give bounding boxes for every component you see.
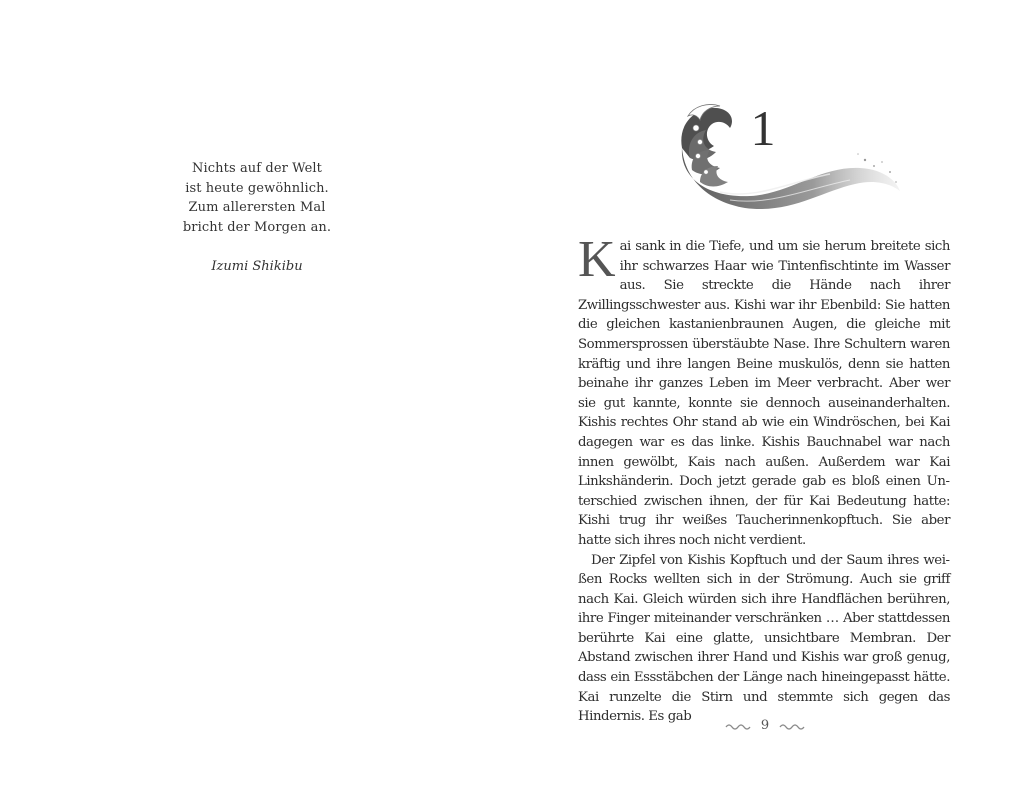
right-page bbox=[510, 0, 1020, 794]
wave-flourish-icon bbox=[779, 722, 805, 730]
wave-flourish-icon bbox=[725, 722, 751, 730]
drop-cap: K bbox=[578, 231, 616, 288]
epigraph bbox=[157, 159, 357, 237]
epigraph-line: ist heute gewöhnlich. bbox=[185, 180, 329, 196]
page-number: 9 bbox=[760, 718, 770, 733]
paragraph-text: ai sank in die Tiefe, und um sie herum breitete sich ihr schwarzes Haar wie Tintenfischtinte im Wasser aus. Sie streckte die Hände nach ihrer Zwillingsschwester aus. Kishi war ihr Ebenbild: Sie hatten die gleichen kastanienbraunen Augen, die gleiche mit Sommersprossen überstäubte Nase. Ihre Schultern waren kräftig und ihre langen Beine muskulös, denn sie hatten beinahe ihr ganzes Leben im Meer verbracht. Aber wer sie gut kannte, konnte sie dennoch auseinanderhalten. Kishis rechtes Ohr stand ab wie ein Windröschen, bei Kai dagegen war es das linke. Kishis Bauchnabel war nach innen gewölbt, Kais nach außen. Außerdem war Kai Linkshänderin. Doch jetzt gerade gab es bloß einen Unterschied zwischen ihnen, der für Kai Bedeutung hatte: Kishi trug ihr weißes Taucherinnenkopftuch. Sie aber hatte sich ihres noch nicht verdient. bbox=[578, 239, 950, 548]
paragraph bbox=[578, 231, 950, 551]
chapter-number: 1 bbox=[750, 100, 776, 156]
epigraph-line: Nichts auf der Welt bbox=[192, 161, 322, 176]
chapter-body bbox=[578, 231, 950, 727]
page-footer bbox=[715, 718, 815, 733]
epigraph-line: Zum allerersten Mal bbox=[188, 200, 326, 216]
paragraph: Der Zipfel von Kishis Kopftuch und der Saum ihres weißen Rocks wellten sich in der Strömung. Auch sie griff nach Kai. Gleich würden sich ihre Handflächen berühren, ihre Finger miteinander verschränken … Aber stattdessen berührte Kai eine glatte, unsichtbare Membran. Der Abstand zwischen ihrer Hand und Kishis war groß genug, dass ein Essstäbchen der Länge nach hineingepasst hätte. Kai runzelte die Stirn und stemmte sich gegen das Hindernis. Es gab bbox=[578, 552, 950, 725]
epigraph-line: bricht der Morgen an. bbox=[182, 219, 332, 235]
epigraph-author: Izumi Shikibu bbox=[211, 259, 303, 274]
